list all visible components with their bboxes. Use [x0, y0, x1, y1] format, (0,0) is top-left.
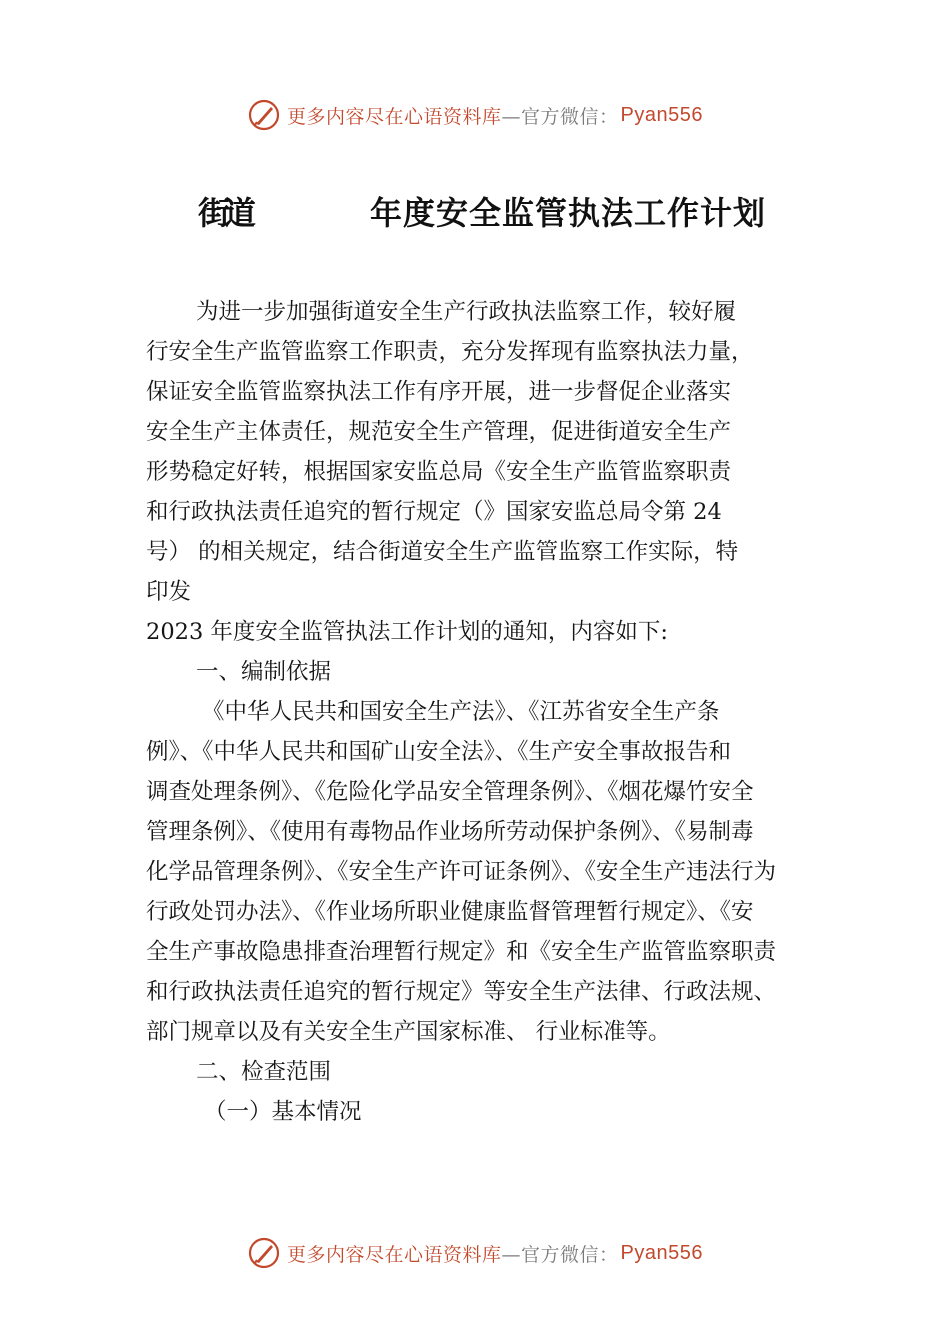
body-line: 调查处理条例》、《危险化学品安全管理条例》、《烟花爆竹安全 [146, 779, 754, 805]
watermark-separator: —官方微信： [501, 1243, 619, 1266]
body-line: 保证安全监管监察执法工作有序开展，进一步督促企业落实 [146, 379, 732, 405]
body-line: 印发 [146, 579, 192, 605]
watermark-brand: 更多内容尽在心语资料库 [287, 105, 502, 128]
body-line: 和行政执法责任追究的暂行规定》等安全生产法律、行政法规、 [146, 979, 777, 1005]
title-left: 街道 [198, 194, 251, 232]
body-line: 形势稳定好转，根据国家安监总局《安全生产监管监察职责 [146, 459, 732, 485]
quill-pen-logo-icon [247, 98, 281, 132]
body-line: 管理条例》、《使用有毒物品作业场所劳动保护条例》、《易制毒 [146, 819, 754, 845]
section-heading: 二、检查范围 [196, 1059, 332, 1085]
watermark-separator: —官方微信： [501, 105, 619, 128]
watermark-wechat-id: Pyan556 [620, 103, 703, 126]
document-title [0, 184, 950, 236]
watermark-brand: 更多内容尽在心语资料库 [287, 1243, 502, 1266]
body-line: 安全生产主体责任，规范安全生产管理，促进街道安全生产 [146, 419, 732, 445]
body-line: 全生产事故隐患排查治理暂行规定》和《安全生产监管监察职责 [146, 939, 777, 965]
body-line: 号） 的相关规定，结合街道安全生产监管监察工作实际，特 [146, 539, 739, 565]
section-heading: 一、编制依据 [196, 659, 332, 685]
body-line: 为进一步加强街道安全生产行政执法监察工作，较好履 [196, 299, 737, 325]
subsection-heading: （一）基本情况 [204, 1099, 362, 1125]
body-line: 《中华人民共和国安全生产法》、《江苏省安全生产条 [202, 699, 720, 725]
body-line: 部门规章以及有关安全生产国家标准、 行业标准等。 [146, 1019, 671, 1045]
document-body [146, 292, 826, 1132]
body-line: 例》、《中华人民共和国矿山安全法》、《生产安全事故报告和 [146, 739, 732, 765]
watermark-wechat-id: Pyan556 [620, 1241, 703, 1264]
body-line: 化学品管理条例》、《安全生产许可证条例》、《安全生产违法行为 [146, 859, 777, 885]
quill-pen-logo-icon [247, 1236, 281, 1270]
footer-watermark [0, 1231, 950, 1275]
body-line: 行安全生产监管监察工作职责，充分发挥现有监察执法力量， [146, 339, 754, 365]
title-right: 年度安全监管执法工作计划 [370, 194, 767, 232]
header-watermark [0, 93, 950, 137]
body-line: 2023 年度安全监管执法工作计划的通知，内容如下: [146, 619, 668, 645]
body-line: 和行政执法责任追究的暂行规定（》国家安监总局令第 24 [146, 499, 722, 525]
body-line: 行政处罚办法》、《作业场所职业健康监督管理暂行规定》、《安 [146, 899, 754, 925]
